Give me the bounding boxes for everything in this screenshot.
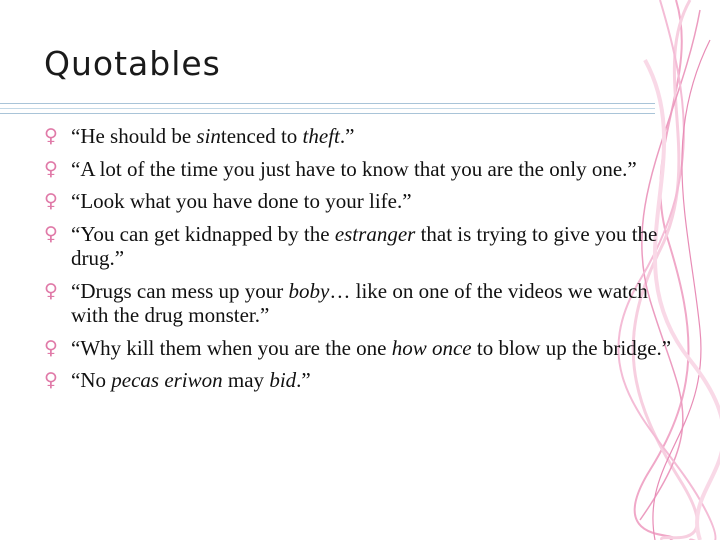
quote-segment: “A lot of the time you just have to know that you are the only one.” [71,156,637,181]
quote-segment: may [222,368,270,392]
quote-emphasis: boby [288,278,330,303]
quote-item [44,222,674,271]
female-sign-icon: ♀ [44,125,58,147]
quote-segment: “Look what you have done to your life.” [71,189,412,213]
quote-text [71,157,674,182]
quote-emphasis: estranger [334,221,416,246]
quote-emphasis: sin [196,124,221,148]
quote-list [44,124,674,401]
title-divider [0,103,655,104]
slide-title: Quotables [44,44,221,83]
female-sign-icon: ♀ [44,157,58,180]
quote-segment: “No [71,368,112,392]
female-sign-icon: ♀ [44,369,58,391]
quote-segment: that is trying to give you the drug.” [71,221,658,270]
quote-segment: to blow up the bridge.” [471,335,672,360]
quote-segment: “Drugs can mess up your [71,278,289,303]
quote-segment: tenced to [220,124,303,148]
title-divider [0,113,655,114]
quote-item [44,189,674,214]
quote-segment: “He should be [71,124,197,148]
quote-text [71,368,674,393]
quote-segment: “You can get kidnapped by the [71,221,335,246]
quote-item [44,157,674,182]
quote-item [44,124,674,149]
quote-emphasis: bid [269,368,297,392]
quote-segment: “Why kill them when you are the one [71,335,392,360]
quote-item [44,336,674,361]
quote-segment: .” [339,124,355,148]
title-divider [0,108,655,109]
female-sign-icon: ♀ [44,279,58,302]
quote-item [44,368,674,393]
quote-emphasis: how once [391,335,472,360]
female-sign-icon: ♀ [44,190,58,212]
quote-segment: .” [296,368,311,392]
quote-emphasis: theft [302,124,340,148]
quote-emphasis: pecas eriwon [111,368,223,392]
quote-text [71,124,674,149]
quote-item [44,279,674,328]
quote-text [71,336,674,361]
quote-segment: … like on one of the videos we watch with the drug monster.” [71,278,648,327]
female-sign-icon: ♀ [44,336,58,359]
quote-text [71,222,674,271]
quote-text [71,189,674,214]
female-sign-icon: ♀ [44,222,58,245]
quote-text [71,279,674,328]
